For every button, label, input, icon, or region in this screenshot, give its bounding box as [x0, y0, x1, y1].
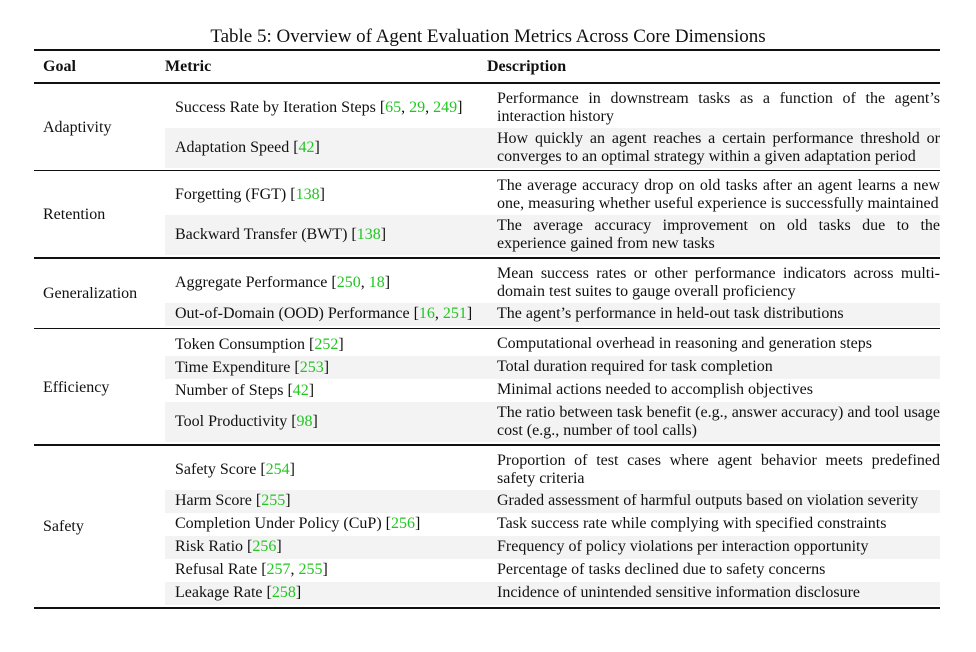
metric-rows [165, 450, 940, 605]
citation-bracket: ] [276, 538, 282, 555]
citation-link[interactable]: 18 [368, 273, 385, 291]
citation-link[interactable]: 65 [385, 98, 402, 116]
description-cell: Performance in downstream tasks as a function of the agent’s interaction history [497, 89, 940, 125]
citation-bracket: [ [256, 460, 266, 478]
citation-bracket: [ [283, 381, 293, 399]
metric-cell [165, 263, 487, 303]
table-row [165, 402, 940, 442]
description-cell: Incidence of unintended sensitive information disclosure [497, 583, 861, 601]
citation-separator: , [434, 305, 443, 322]
metric-name: Harm Score [175, 492, 252, 509]
metric-cell [165, 303, 487, 326]
citation-bracket: [ [243, 538, 253, 555]
table-caption: Table 5: Overview of Agent Evaluation Metrics Across Core Dimensions [210, 26, 766, 47]
citation-link[interactable]: 138 [295, 186, 320, 203]
table-row [165, 559, 940, 582]
metric-name: Out-of-Domain (OOD) Performance [175, 305, 410, 322]
goal-label: Efficiency [43, 378, 110, 396]
citation-bracket: ] [285, 492, 291, 509]
citation-bracket: ] [322, 561, 328, 578]
metric-cell [165, 490, 487, 513]
metric-name: Refusal Rate [175, 561, 258, 578]
table-header [34, 51, 940, 82]
table-row [165, 536, 940, 559]
citation-link[interactable]: 254 [265, 460, 290, 478]
metric-cell [165, 175, 487, 215]
citation-separator: , [425, 98, 434, 116]
citation-bracket: ] [289, 460, 295, 478]
description-cell: Task success rate while complying with specified constraints [497, 514, 887, 532]
metric-name: Completion Under Policy (CuP) [175, 515, 382, 532]
citation-bracket: [ [375, 98, 386, 116]
metric-rows [165, 88, 940, 168]
description-cell: The agent’s performance in held-out task distributions [497, 304, 844, 322]
metric-cell [165, 215, 487, 255]
metric-rows [165, 175, 940, 255]
citation-bracket: ] [308, 381, 315, 399]
table-row [165, 513, 940, 536]
citation-bracket: [ [347, 226, 357, 243]
citation-link[interactable]: 138 [356, 226, 381, 243]
description-cell: Frequency of policy violations per interaction opportunity [497, 537, 869, 555]
description-cell: Total duration required for task completion [497, 358, 773, 375]
metric-name: Time Expenditure [175, 358, 291, 376]
goal-group-efficiency [34, 333, 940, 442]
description-cell: How quickly an agent reaches a certain performance threshold or converges to an optimal strategy within a given adaptation period [497, 129, 940, 165]
description-cell: Mean success rates or other performance indicators across multi-domain test suites to gauge overall proficiency [497, 264, 940, 300]
citation-bracket: ] [457, 98, 463, 116]
citation-link[interactable]: 255 [298, 561, 323, 578]
citation-link[interactable]: 29 [409, 98, 426, 116]
citation-separator: , [360, 273, 369, 291]
citation-bracket: ] [323, 358, 330, 376]
citation-link[interactable]: 256 [252, 538, 277, 555]
description-cell: Percentage of tasks declined due to safety concerns [497, 560, 826, 578]
table-row [165, 88, 940, 128]
header-description: Description [487, 57, 567, 75]
citation-bracket: ] [414, 515, 421, 532]
citation-link[interactable]: 42 [292, 381, 309, 399]
citation-bracket: ] [384, 273, 391, 291]
metric-cell [165, 128, 487, 168]
metric-cell [165, 450, 487, 490]
metric-cell [165, 582, 487, 605]
description-cell: The average accuracy drop on old tasks after an agent learns a new one, measuring whether useful experience is successfully maintained [497, 177, 940, 212]
citation-link[interactable]: 16 [418, 305, 435, 322]
citation-link[interactable]: 42 [298, 138, 315, 156]
metric-rows [165, 263, 940, 326]
metrics-table [34, 49, 940, 609]
metric-cell [165, 536, 487, 559]
goal-group-safety [34, 450, 940, 605]
table-row [165, 582, 940, 605]
citation-bracket: ] [466, 305, 473, 322]
citation-bracket: [ [305, 335, 315, 353]
citation-bracket: [ [251, 492, 262, 509]
metric-cell [165, 333, 487, 356]
table-row [165, 356, 940, 379]
description-cell: Minimal actions needed to accomplish objectives [497, 381, 813, 398]
table-row [165, 215, 940, 255]
description-cell: Graded assessment of harmful outputs based on violation severity [497, 491, 919, 509]
metric-name: Tool Productivity [175, 413, 288, 430]
citation-separator: , [290, 561, 299, 578]
goal-label: Retention [43, 206, 106, 223]
goal-group-generalization [34, 263, 940, 326]
metric-cell [165, 88, 487, 128]
citation-bracket: [ [257, 561, 267, 578]
citation-bracket: [ [262, 584, 272, 601]
metric-cell [165, 513, 487, 536]
citation-bracket: ] [338, 335, 344, 353]
goal-group-retention [34, 175, 940, 255]
citation-bracket: [ [409, 305, 419, 322]
table-row [165, 333, 940, 356]
citation-bracket: ] [319, 186, 325, 203]
citation-bracket: [ [287, 413, 297, 430]
metric-cell [165, 559, 487, 582]
description-cell: The average accuracy improvement on old tasks due to the experience gained from new tasks [497, 217, 940, 252]
table-row [165, 450, 940, 490]
goal-group-adaptivity [34, 88, 940, 168]
metric-name: Risk Ratio [175, 538, 244, 555]
citation-bracket: [ [289, 138, 299, 156]
table-row [165, 128, 940, 168]
citation-link[interactable]: 250 [336, 273, 361, 291]
citation-bracket: [ [381, 515, 391, 532]
citation-bracket: [ [327, 273, 337, 291]
citation-bracket: ] [295, 584, 302, 601]
citation-bracket: ] [314, 138, 320, 156]
metric-name: Backward Transfer (BWT) [175, 226, 348, 243]
citation-bracket: ] [312, 413, 318, 430]
citation-link[interactable]: 251 [442, 305, 467, 322]
header-metric: Metric [165, 57, 212, 75]
metric-name: Token Consumption [175, 335, 305, 353]
citation-link[interactable]: 253 [299, 358, 324, 376]
table-row [165, 490, 940, 513]
metric-name: Leakage Rate [175, 584, 263, 601]
goal-label: Adaptivity [43, 118, 112, 136]
metric-cell [165, 356, 487, 379]
description-cell: Computational overhead in reasoning and generation steps [497, 335, 873, 352]
goal-label: Generalization [43, 285, 138, 302]
bottom-rule [34, 607, 940, 609]
header-goal: Goal [43, 57, 76, 75]
metric-cell [165, 379, 487, 402]
table-row [165, 175, 940, 215]
citation-link[interactable]: 257 [266, 561, 291, 578]
metric-name: Adaptation Speed [175, 138, 290, 156]
citation-bracket: ] [380, 226, 387, 243]
metric-cell [165, 402, 487, 442]
citation-bracket: [ [290, 358, 300, 376]
metric-name: Aggregate Performance [175, 273, 328, 291]
table-row [165, 303, 940, 326]
citation-link[interactable]: 256 [390, 515, 415, 532]
metric-name: Safety Score [175, 460, 257, 478]
description-cell: The ratio between task benefit (e.g., answer accuracy) and tool usage cost (e.g., number of tool calls) [497, 404, 940, 439]
table-row [165, 263, 940, 303]
citation-link[interactable]: 255 [261, 492, 286, 509]
citation-separator: , [401, 98, 410, 116]
citation-link[interactable]: 252 [314, 335, 339, 353]
citation-bracket: [ [286, 186, 296, 203]
metric-name: Number of Steps [175, 381, 284, 399]
table-body [34, 84, 940, 609]
metric-name: Success Rate by Iteration Steps [175, 98, 376, 116]
metric-name: Forgetting (FGT) [175, 186, 287, 203]
goal-label: Safety [43, 518, 84, 535]
description-cell: Proportion of test cases where agent behavior meets predefined safety criteria [497, 451, 940, 487]
table-row [165, 379, 940, 402]
metric-rows [165, 333, 940, 442]
citation-link[interactable]: 258 [271, 584, 296, 601]
citation-link[interactable]: 249 [433, 98, 458, 116]
citation-link[interactable]: 98 [296, 413, 313, 430]
